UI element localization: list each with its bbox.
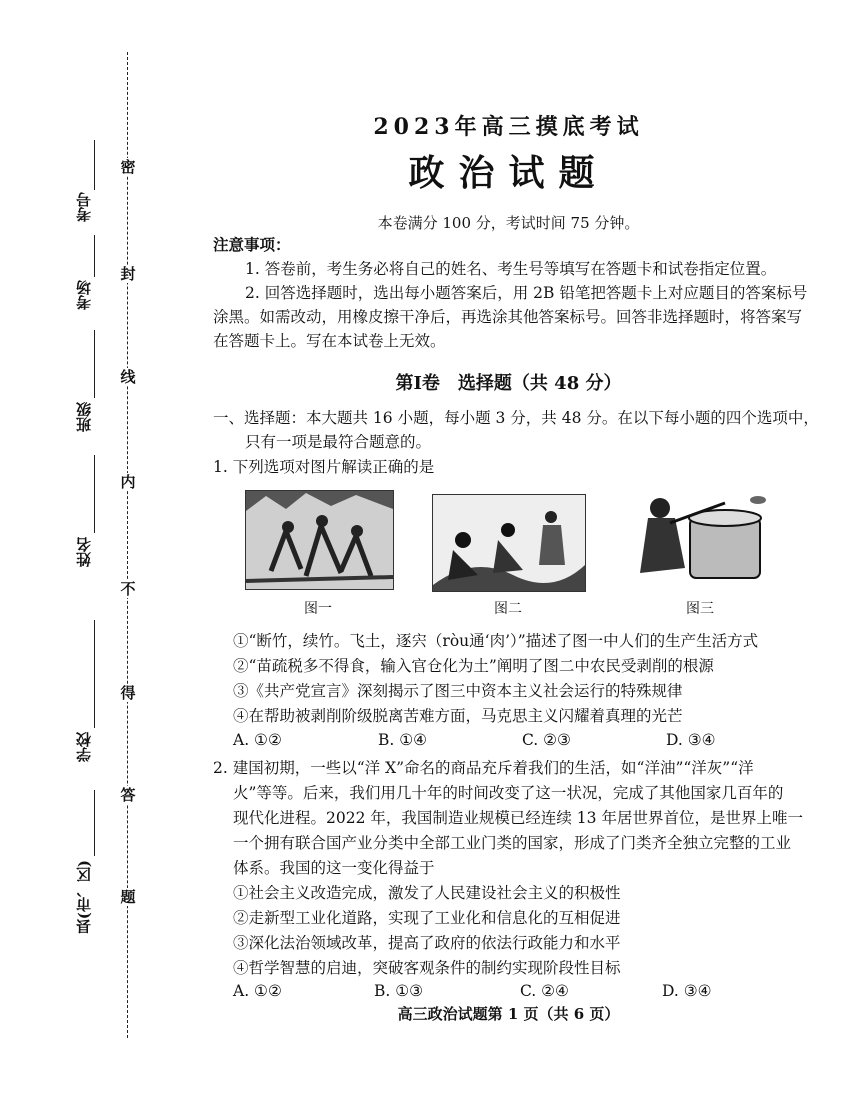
field-line (94, 455, 95, 533)
notes-line: 在答题卡上。写在本试卷上无效。 (213, 332, 446, 350)
field-label: 考号 (75, 192, 93, 222)
question-2-statement: ②走新型工业化道路，实现了工业化和信息化的互相促进 (233, 909, 621, 927)
notes-line: 2. 回答选择题时，选出每小题答案后，用 2B 铅笔把答题卡上对应题目的答案标号 (245, 284, 808, 302)
section-instruction: 只有一项是最符合题意的。 (245, 433, 432, 451)
question-2-stem-line: 2. 建国初期，一些以“洋 X”命名的商品充斥着我们的生活，如“洋油”“洋灰”“洋 (213, 759, 754, 777)
seal-char: 不 (120, 580, 136, 598)
field-class[interactable] (62, 330, 108, 470)
figure-1-caption: 图一 (304, 601, 332, 617)
main-title: 政治试题 (408, 152, 609, 194)
field-name[interactable] (62, 455, 108, 595)
field-label: 姓名 (75, 537, 93, 567)
figure-2-image (432, 494, 586, 592)
notes-line: 涂黑。如需改动，用橡皮擦干净后，再选涂其他答案标号。回答非选择题时，将答案写 (213, 308, 803, 326)
question-1-stem: 1. 下列选项对图片解读正确的是 (213, 458, 435, 476)
question-1-option-c[interactable]: C. ②③ (522, 731, 571, 749)
seal-char: 内 (120, 473, 136, 491)
field-label: 班级 (75, 402, 93, 432)
seal-char: 答 (120, 786, 136, 804)
question-1-statement: ①“断竹，续竹。飞土，逐宍（ròu通‘肉’）”描述了图一中人们的生产生活方式 (233, 632, 759, 650)
section-title: 第Ⅰ卷 选择题（共 48 分） (395, 373, 622, 394)
figure-2-caption: 图二 (494, 601, 522, 617)
exam-title: 2023年高三摸底考试 (373, 114, 644, 140)
figure-1-image (245, 490, 394, 590)
field-school[interactable] (62, 620, 108, 760)
page-footer: 高三政治试题第 1 页（共 6 页） (397, 1005, 620, 1023)
seal-char: 得 (120, 684, 136, 702)
question-2-stem-line: 现代化进程。2022 年，我国制造业规模已经连续 13 年居世界首位，是世界上唯一 (233, 809, 803, 827)
question-2-statement: ①社会主义改造完成，激发了人民建设社会主义的积极性 (233, 884, 621, 902)
question-1-option-d[interactable]: D. ③④ (666, 731, 716, 749)
field-label: 学校 (75, 732, 93, 762)
question-2-option-c[interactable]: C. ②④ (520, 982, 569, 1000)
question-2-option-a[interactable]: A. ①② (233, 982, 282, 1000)
question-2-stem-line: 一个拥有联合国产业分类中全部工业门类的国家，形成了门类齐全独立完整的工业 (233, 834, 792, 852)
question-1-option-b[interactable]: B. ①④ (378, 731, 428, 749)
question-2-statement: ④哲学智慧的启迪，突破客观条件的制约实现阶段性目标 (233, 959, 621, 977)
seal-char: 题 (120, 888, 136, 906)
notes-line: 1. 答卷前，考生务必将自己的姓名、考生号等填写在答题卡和试卷指定位置。 (245, 260, 777, 278)
field-county[interactable] (62, 790, 108, 950)
field-line (94, 620, 95, 728)
field-label: 考场 (75, 280, 93, 310)
question-2-stem-line: 体系。我国的这一变化得益于 (233, 859, 435, 877)
field-line (94, 235, 95, 277)
question-2-statement: ③深化法治领域改革，提高了政府的依法行政能力和水平 (233, 934, 621, 952)
question-1-statement: ③《共产党宣言》深刻揭示了图三中资本主义社会运行的特殊规律 (233, 682, 683, 700)
question-2-stem-line: 火”等等。后来，我们用几十年的时间改变了这一状况，完成了其他国家几百年的 (233, 784, 784, 802)
question-2-option-d[interactable]: D. ③④ (662, 982, 712, 1000)
figure-3-image (630, 488, 770, 588)
question-1-statement: ②“苗疏税多不得食，输入官仓化为土”阐明了图二中农民受剥削的根源 (233, 657, 714, 675)
question-1-option-a[interactable]: A. ①② (233, 731, 282, 749)
seal-char: 密 (120, 158, 136, 176)
section-instruction: 一、选择题：本大题共 16 小题，每小题 3 分，共 48 分。在以下每小题的四个选项中， (213, 409, 819, 427)
seal-char: 线 (120, 368, 136, 386)
field-label: 县(市、区) (75, 860, 93, 935)
field-line (94, 790, 95, 856)
seal-char: 封 (120, 265, 136, 283)
exam-info: 本卷满分 100 分，考试时间 75 分钟。 (377, 214, 640, 232)
question-1-statement: ④在帮助被剥削阶级脱离苦难方面，马克思主义闪耀着真理的光芒 (233, 707, 683, 725)
notes-heading: 注意事项： (213, 235, 291, 254)
figure-3-caption: 图三 (686, 601, 714, 617)
question-2-option-b[interactable]: B. ①③ (374, 982, 424, 1000)
